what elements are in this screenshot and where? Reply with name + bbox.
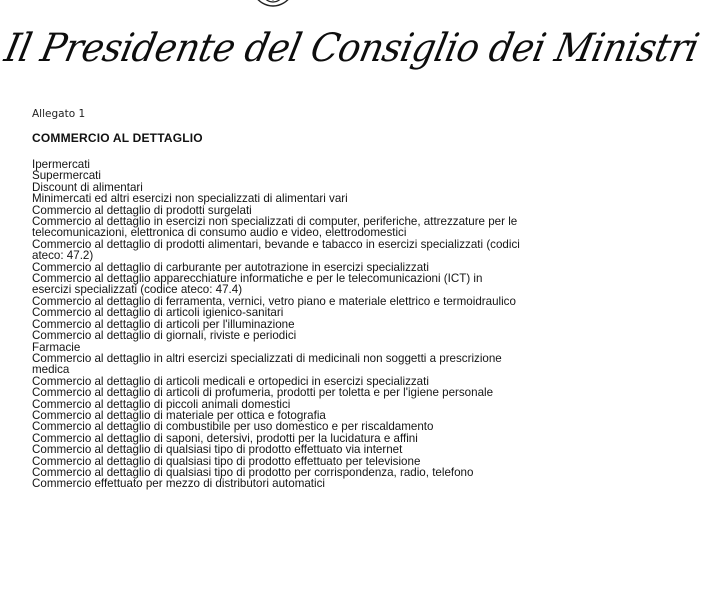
activity-item: Commercio al dettaglio di materiale per ottica e fotografia bbox=[32, 408, 326, 422]
activity-item: Commercio al dettaglio di articoli igienico-sanitari bbox=[32, 306, 284, 320]
activity-item: Commercio al dettaglio di giornali, riviste e periodici bbox=[32, 329, 297, 343]
activity-item: Commercio al dettaglio di ferramenta, vernici, vetro piano e materiale elettrico e termoidraulico bbox=[32, 294, 516, 308]
letterhead-title: Il Presidente del Consiglio dei Ministri bbox=[0, 26, 703, 71]
activity-item: Commercio al dettaglio in esercizi non specializzati di computer, periferiche, attrezzature per le telecomunicazioni, elettronica di consumo audio e video, elettrodomestici bbox=[32, 215, 518, 240]
activity-item: Commercio al dettaglio di articoli per l'illuminazione bbox=[32, 317, 295, 331]
activity-item: Commercio al dettaglio di articoli medicali e ortopedici in esercizi specializzati bbox=[32, 374, 429, 388]
activity-item: Commercio al dettaglio di prodotti alimentari, bevande e tabacco in esercizi specializzati (codici ateco: 47.2) bbox=[32, 237, 520, 263]
activity-item: Commercio effettuato per mezzo di distributori automatici bbox=[32, 477, 325, 491]
activity-item: Ipermercati bbox=[32, 158, 90, 171]
activity-item: Commercio al dettaglio di carburante per autotrazione in esercizi specializzati bbox=[32, 260, 429, 274]
activity-item: Commercio al dettaglio di articoli di profumeria, prodotti per toletta e per l'igiene personale bbox=[32, 386, 494, 400]
activity-item: Supermercati bbox=[32, 169, 101, 183]
activity-item: Commercio al dettaglio di piccoli animali domestici bbox=[32, 397, 291, 411]
activity-list bbox=[32, 159, 572, 490]
activity-item: Commercio al dettaglio di qualsiasi tipo di prodotto effettuato via internet bbox=[32, 443, 403, 457]
annex-label: Allegato 1 bbox=[32, 108, 86, 120]
activity-item: Commercio al dettaglio di combustibile per uso domestico e per riscaldamento bbox=[32, 420, 434, 434]
activity-item: Minimercati ed altri esercizi non specializzati di alimentari vari bbox=[32, 192, 348, 206]
activity-item: Commercio al dettaglio di saponi, detersivi, prodotti per la lucidatura e affini bbox=[32, 431, 418, 445]
activity-item: Farmacie bbox=[32, 340, 81, 354]
activity-item: Commercio al dettaglio di prodotti surgelati bbox=[32, 203, 252, 217]
activity-item: Commercio al dettaglio di qualsiasi tipo di prodotto per corrispondenza, radio, telefono bbox=[32, 465, 474, 479]
section-heading: COMMERCIO AL DETTAGLIO bbox=[32, 131, 203, 145]
activity-item: Commercio al dettaglio in altri esercizi specializzati di medicinali non soggetti a prescrizione medica bbox=[32, 351, 502, 377]
activity-item: Commercio al dettaglio di qualsiasi tipo di prodotto effettuato per televisione bbox=[32, 454, 421, 468]
activity-item: Discount di alimentari bbox=[32, 180, 143, 194]
letterhead bbox=[0, 18, 703, 88]
activity-item: Commercio al dettaglio apparecchiature informatiche e per le telecomunicazioni (ICT) in esercizi specializzati (codice ateco: 47.4) bbox=[32, 272, 483, 297]
republic-emblem-icon bbox=[248, 0, 298, 12]
